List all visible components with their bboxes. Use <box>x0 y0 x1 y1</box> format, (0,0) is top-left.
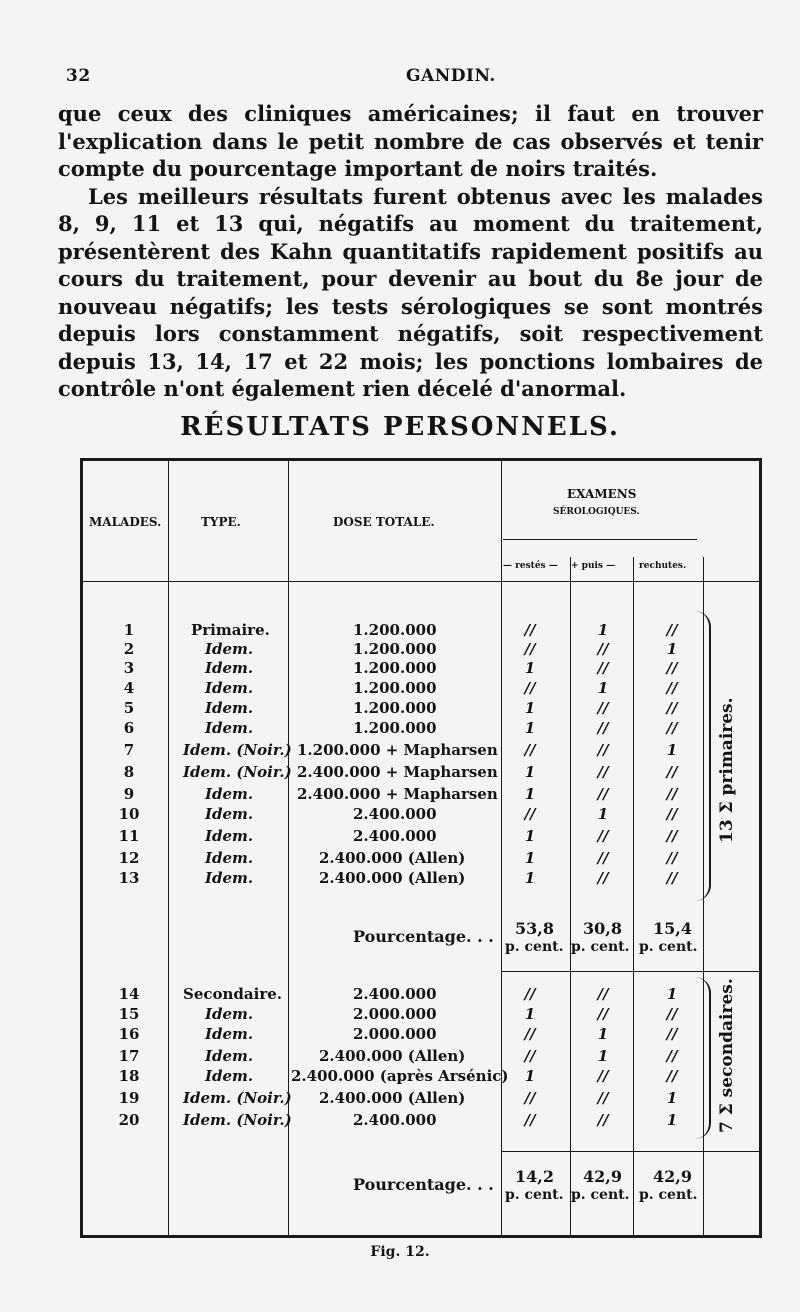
header-bottom-rule <box>83 581 759 582</box>
summary-value: 53,8 <box>515 919 554 938</box>
header-restes: — restés — <box>503 561 558 571</box>
column-divider <box>501 461 502 1235</box>
summary-unit: p. cent. <box>505 1187 564 1203</box>
summary-value: 14,2 <box>515 1167 554 1186</box>
summary-label: Pourcentage. . . <box>353 1175 494 1194</box>
body-text <box>58 100 763 403</box>
paragraph: que ceux des cliniques américaines; il faut en trouver l'explication dans le petit nombre de cas observés et tenir compte du pourcentage important de noirs traités. <box>58 101 763 181</box>
header-serologiques: SÉROLOGIQUES. <box>553 507 640 517</box>
header-examens: EXAMENS <box>567 487 637 501</box>
page-number: 32 <box>66 66 91 86</box>
column-divider <box>633 557 634 1235</box>
header-dose: DOSE TOTALE. <box>333 515 435 529</box>
page-header <box>66 66 750 96</box>
summary-value: 15,4 <box>653 919 692 938</box>
running-head: GANDIN. <box>406 66 496 86</box>
column-divider <box>168 461 169 1235</box>
primary-side-label: 13 Σ primaires. <box>717 697 737 843</box>
header-rule <box>503 539 697 540</box>
results-table: MALADES. TYPE. DOSE TOTALE. EXAMENS SÉROLOGIQUES. — restés — + puis — rechutes. 1 Primaire. 1.200.000 // 1 // 2 Idem. 1.200.000 // // 1 3 Idem. 1.200.000 1 // // 4 Idem. 1.200.000 // 1 // 5 Idem. 1.200.000 1 // // 6 Idem. 1.200.000 1 // // 7 Idem. (Noir.) 1.200.000 + Mapharsen // // 1 8 Idem. (Noir.) 2.400.000 + Mapharsen 1 // // 9 Idem. 2.400.000 + Mapharsen 1 // // 10 Idem. 2.400.000 // 1 // 11 Idem. 2.400.000 1 // // 12 Idem. 2.400.000 (Allen) 1 // // 13 Idem. 2.400.000 (Allen) 1 // // 13 Σ primaires. Pourcentage. . . 53,8 30,8 15,4 p. cent. p. cent. p. cent. 14 Secondaire. 2.400.000 // // 1 15 Idem. 2.000.000 1 // // 16 Idem. 2.000.000 // 1 // 17 Idem. 2.400.000 (Allen) // 1 // 18 Idem. 2.400.000 (après Arsénic) 1 // // 19 Idem. (Noir.) 2.400.000 (Allen) // // 1 20 Idem. (Noir.) 2.400.000 // // 1 7 Σ secondaires. Pourcentage. . . 14,2 42,9 42,9 p. cent. p. cent. p. cent. <box>80 458 762 1238</box>
header-type: TYPE. <box>201 515 241 529</box>
header-malades: MALADES. <box>89 515 162 529</box>
summary-value: 30,8 <box>583 919 622 938</box>
summary-value: 42,9 <box>583 1167 622 1186</box>
column-divider <box>570 557 571 1235</box>
secondary-brace <box>695 977 711 1139</box>
summary-unit: p. cent. <box>505 939 564 955</box>
summary-unit: p. cent. <box>571 939 630 955</box>
summary-unit: p. cent. <box>571 1187 630 1203</box>
summary-rule <box>501 971 759 972</box>
summary-unit: p. cent. <box>639 939 698 955</box>
summary-rule <box>501 1151 759 1152</box>
paragraph: Les meilleurs résultats furent obtenus avec les malades 8, 9, 11 et 13 qui, négatifs au moment du traitement, présentèrent des Kahn quantitatifs rapidement positifs au cours du traitement, pour devenir au bout du 8e jour de nouveau négatifs; les tests sérologiques se sont montrés depuis lors constamment négatifs, soit respectivement depuis 13, 14, 17 et 22 mois; les ponctions lombaires de contrôle n'ont également rien décelé d'anormal. <box>58 183 763 401</box>
section-title: RÉSULTATS PERSONNELS. <box>180 412 620 442</box>
figure-caption: Fig. 12. <box>370 1244 430 1260</box>
summary-value: 42,9 <box>653 1167 692 1186</box>
secondary-side-label: 7 Σ secondaires. <box>717 978 737 1133</box>
summary-label: Pourcentage. . . <box>353 927 494 946</box>
header-rechutes: rechutes. <box>639 561 687 571</box>
primary-brace <box>695 611 711 901</box>
summary-unit: p. cent. <box>639 1187 698 1203</box>
header-puis: + puis — <box>571 561 616 571</box>
